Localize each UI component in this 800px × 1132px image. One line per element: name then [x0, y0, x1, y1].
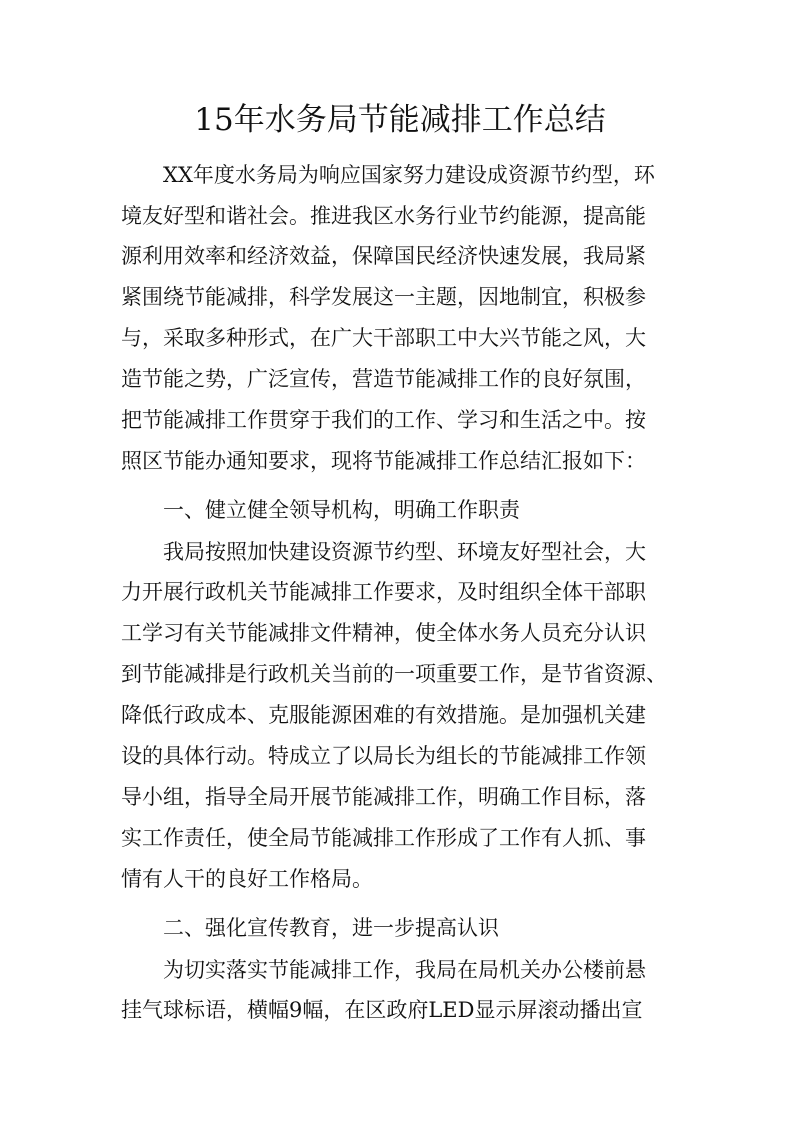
paragraph-line: 情有人干的良好工作格局。: [121, 867, 373, 891]
paragraph-line: 为切实落实节能减排工作，我局在局机关办公楼前悬: [163, 958, 646, 982]
paragraph-line: 挂气球标语，横幅9幅，在区政府LED显示屏滚动播出宣: [121, 998, 643, 1022]
paragraph-line: 力开展行政机关节能减排工作要求，及时组织全体干部职: [121, 580, 646, 604]
paragraph-line: 与，采取多种形式，在广大干部职工中大兴节能之风，大: [121, 326, 646, 350]
paragraph-line: 境友好型和谐社会。推进我区水务行业节约能源，提高能: [121, 204, 646, 228]
paragraph-line: 把节能减排工作贯穿于我们的工作、学习和生活之中。按: [121, 408, 646, 432]
section-heading: 二、强化宣传教育，进一步提高认识: [163, 916, 499, 940]
paragraph-line: 降低行政成本、克服能源困难的有效措施。是加强机关建: [121, 703, 646, 727]
paragraph-line: XX年度水务局为响应国家努力建设成资源节约型，环: [163, 163, 655, 187]
paragraph-line: 源利用效率和经济效益，保障国民经济快速发展，我局紧: [121, 244, 646, 268]
paragraph-line: 照区节能办通知要求，现将节能减排工作总结汇报如下：: [121, 449, 646, 473]
paragraph-line: 我局按照加快建设资源节约型、环境友好型社会，大: [163, 540, 646, 564]
paragraph-line: 造节能之势，广泛宣传，营造节能减排工作的良好氛围，: [121, 367, 646, 391]
paragraph-line: 紧围绕节能减排，科学发展这一主题，因地制宜，积极参: [121, 285, 646, 309]
paragraph-line: 工学习有关节能减排文件精神，使全体水务人员充分认识: [121, 621, 646, 645]
section-heading: 一、健立健全领导机构，明确工作职责: [163, 498, 520, 522]
paragraph-line: 导小组，指导全局开展节能减排工作，明确工作目标，落: [121, 785, 646, 809]
document-title: 15年水务局节能减排工作总结: [194, 102, 606, 138]
paragraph-line: 实工作责任，使全局节能减排工作形成了工作有人抓、事: [121, 826, 646, 850]
paragraph-line: 设的具体行动。特成立了以局长为组长的节能减排工作领: [121, 744, 646, 768]
paragraph-line: 到节能减排是行政机关当前的一项重要工作，是节省资源、: [121, 662, 667, 686]
